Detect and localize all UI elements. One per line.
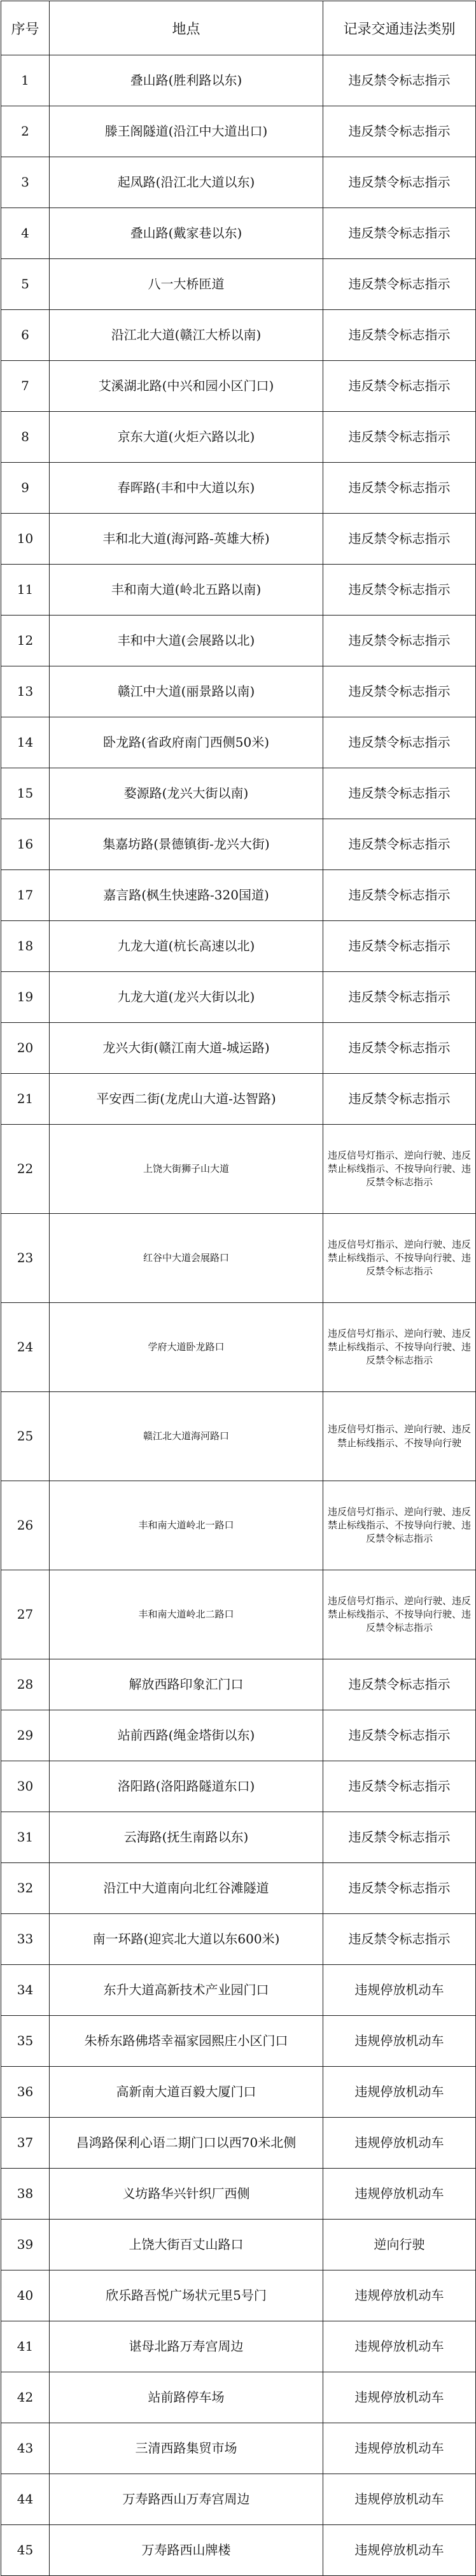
table-row	[1, 55, 476, 106]
table-row	[1, 717, 476, 768]
table-row	[1, 666, 476, 717]
table-row	[1, 412, 476, 463]
location-cell: 艾溪湖北路(中兴和园小区门口)	[50, 361, 323, 412]
location-cell: 叠山路(胜利路以东)	[50, 55, 323, 106]
violation-category-cell: 违反禁令标志指示	[323, 310, 476, 361]
table-row	[1, 972, 476, 1023]
table-row	[1, 1710, 476, 1761]
column-header-category: 记录交通违法类别	[323, 1, 476, 55]
violation-category-cell: 违反禁令标志指示	[323, 106, 476, 157]
violation-category-cell: 违规停放机动车	[323, 2169, 476, 2220]
table-row	[1, 1303, 476, 1392]
violation-category-cell: 违规停放机动车	[323, 2474, 476, 2525]
violation-category-cell: 违反禁令标志指示	[323, 157, 476, 208]
table-row	[1, 768, 476, 819]
row-number-cell: 13	[1, 666, 50, 717]
table-row	[1, 565, 476, 616]
row-number-cell: 35	[1, 2016, 50, 2067]
table-row	[1, 2372, 476, 2423]
table-row	[1, 1761, 476, 1812]
violation-category-cell: 违规停放机动车	[323, 2423, 476, 2474]
row-number-cell: 15	[1, 768, 50, 819]
violation-category-cell: 违反禁令标志指示	[323, 361, 476, 412]
table-row	[1, 921, 476, 972]
violation-category-cell: 违反禁令标志指示	[323, 819, 476, 870]
location-cell: 丰和中大道(会展路以北)	[50, 616, 323, 666]
violation-category-cell: 违反禁令标志指示	[323, 1914, 476, 1965]
table-row	[1, 1659, 476, 1710]
table-row	[1, 2270, 476, 2321]
violation-category-cell: 违规停放机动车	[323, 2016, 476, 2067]
table-row	[1, 361, 476, 412]
row-number-cell: 29	[1, 1710, 50, 1761]
violation-category-cell: 违反禁令标志指示	[323, 768, 476, 819]
violation-category-cell: 违规停放机动车	[323, 2525, 476, 2576]
row-number-cell: 34	[1, 1965, 50, 2016]
location-cell: 丰和北大道(海河路-英雄大桥)	[50, 514, 323, 565]
violation-category-cell: 违规停放机动车	[323, 2270, 476, 2321]
table-row	[1, 1812, 476, 1863]
location-cell: 起凤路(沿江北大道以东)	[50, 157, 323, 208]
row-number-cell: 22	[1, 1125, 50, 1214]
location-cell: 春晖路(丰和中大道以东)	[50, 463, 323, 514]
violation-category-cell: 违反禁令标志指示	[323, 412, 476, 463]
violation-category-cell: 违反禁令标志指示	[323, 1863, 476, 1914]
location-cell: 赣江中大道(丽景路以南)	[50, 666, 323, 717]
row-number-cell: 33	[1, 1914, 50, 1965]
row-number-cell: 42	[1, 2372, 50, 2423]
violation-category-cell: 违反禁令标志指示	[323, 55, 476, 106]
row-number-cell: 19	[1, 972, 50, 1023]
table-row	[1, 1863, 476, 1914]
row-number-cell: 9	[1, 463, 50, 514]
row-number-cell: 6	[1, 310, 50, 361]
row-number-cell: 8	[1, 412, 50, 463]
violation-category-cell: 逆向行驶	[323, 2220, 476, 2270]
table-row	[1, 208, 476, 259]
location-cell: 京东大道(火炬六路以北)	[50, 412, 323, 463]
row-number-cell: 36	[1, 2067, 50, 2118]
header-row	[1, 1, 476, 55]
row-number-cell: 5	[1, 259, 50, 310]
row-number-cell: 1	[1, 55, 50, 106]
row-number-cell: 24	[1, 1303, 50, 1392]
row-number-cell: 44	[1, 2474, 50, 2525]
violation-category-cell: 违反禁令标志指示	[323, 972, 476, 1023]
row-number-cell: 30	[1, 1761, 50, 1812]
row-number-cell: 23	[1, 1214, 50, 1303]
table-row	[1, 157, 476, 208]
violation-category-cell: 违反禁令标志指示	[323, 1710, 476, 1761]
violation-category-cell: 违规停放机动车	[323, 2321, 476, 2372]
location-cell: 赣江北大道海河路口	[50, 1392, 323, 1481]
table-row	[1, 106, 476, 157]
location-cell: 云海路(抚生南路以东)	[50, 1812, 323, 1863]
violation-category-cell: 违反禁令标志指示	[323, 259, 476, 310]
row-number-cell: 31	[1, 1812, 50, 1863]
location-cell: 平安西二街(龙虎山大道-达智路)	[50, 1074, 323, 1125]
row-number-cell: 16	[1, 819, 50, 870]
location-cell: 站前西路(绳金塔街以东)	[50, 1710, 323, 1761]
table-row	[1, 310, 476, 361]
table-row	[1, 2118, 476, 2169]
row-number-cell: 10	[1, 514, 50, 565]
row-number-cell: 41	[1, 2321, 50, 2372]
column-header-location: 地点	[50, 1, 323, 55]
table-row	[1, 819, 476, 870]
table-row	[1, 2016, 476, 2067]
location-cell: 八一大桥匝道	[50, 259, 323, 310]
row-number-cell: 37	[1, 2118, 50, 2169]
row-number-cell: 21	[1, 1074, 50, 1125]
violation-category-cell: 违反禁令标志指示	[323, 1074, 476, 1125]
violation-category-cell: 违规停放机动车	[323, 2067, 476, 2118]
location-cell: 上饶大街百丈山路口	[50, 2220, 323, 2270]
row-number-cell: 11	[1, 565, 50, 616]
location-cell: 滕王阁隧道(沿江中大道出口)	[50, 106, 323, 157]
violation-category-cell: 违反信号灯指示、逆向行驶、违反禁止标线指示、不按导向行驶	[323, 1392, 476, 1481]
row-number-cell: 25	[1, 1392, 50, 1481]
violation-category-cell: 违规停放机动车	[323, 2372, 476, 2423]
violation-category-cell: 违反信号灯指示、逆向行驶、违反禁止标线指示、不按导向行驶、违反禁令标志指示	[323, 1303, 476, 1392]
violation-category-cell: 违反禁令标志指示	[323, 1812, 476, 1863]
location-cell: 学府大道卧龙路口	[50, 1303, 323, 1392]
row-number-cell: 4	[1, 208, 50, 259]
location-cell: 三清西路集贸市场	[50, 2423, 323, 2474]
row-number-cell: 14	[1, 717, 50, 768]
row-number-cell: 43	[1, 2423, 50, 2474]
location-cell: 集嘉坊路(景德镇街-龙兴大街)	[50, 819, 323, 870]
location-cell: 九龙大道(龙兴大街以北)	[50, 972, 323, 1023]
row-number-cell: 40	[1, 2270, 50, 2321]
row-number-cell: 7	[1, 361, 50, 412]
violation-category-cell: 违反禁令标志指示	[323, 616, 476, 666]
table-row	[1, 1481, 476, 1570]
location-cell: 叠山路(戴家巷以东)	[50, 208, 323, 259]
table-row	[1, 616, 476, 666]
violation-category-cell: 违反禁令标志指示	[323, 666, 476, 717]
row-number-cell: 12	[1, 616, 50, 666]
table-row	[1, 2067, 476, 2118]
row-number-cell: 39	[1, 2220, 50, 2270]
location-cell: 万寿路西山万寿宫周边	[50, 2474, 323, 2525]
location-cell: 婺源路(龙兴大街以南)	[50, 768, 323, 819]
violation-location-table	[1, 1, 476, 2576]
location-cell: 洛阳路(洛阳路隧道东口)	[50, 1761, 323, 1812]
location-cell: 东升大道高新技术产业园门口	[50, 1965, 323, 2016]
table-row	[1, 2525, 476, 2576]
table-row	[1, 2474, 476, 2525]
row-number-cell: 18	[1, 921, 50, 972]
table-row	[1, 2423, 476, 2474]
row-number-cell: 20	[1, 1023, 50, 1074]
table-row	[1, 2169, 476, 2220]
table-row	[1, 1023, 476, 1074]
row-number-cell: 26	[1, 1481, 50, 1570]
violation-category-cell: 违反信号灯指示、逆向行驶、违反禁止标线指示、不按导向行驶、违反禁令标志指示	[323, 1570, 476, 1659]
table-row	[1, 1214, 476, 1303]
table-row	[1, 1965, 476, 2016]
location-cell: 义坊路华兴针织厂西侧	[50, 2169, 323, 2220]
violation-category-cell: 违反禁令标志指示	[323, 870, 476, 921]
row-number-cell: 2	[1, 106, 50, 157]
location-cell: 昌鸿路保利心语二期门口以西70米北侧	[50, 2118, 323, 2169]
violation-category-cell: 违反禁令标志指示	[323, 1761, 476, 1812]
violation-category-cell: 违规停放机动车	[323, 2118, 476, 2169]
location-cell: 沿江中大道南向北红谷滩隧道	[50, 1863, 323, 1914]
table-row	[1, 514, 476, 565]
row-number-cell: 45	[1, 2525, 50, 2576]
row-number-cell: 38	[1, 2169, 50, 2220]
table-row	[1, 259, 476, 310]
location-cell: 丰和南大道岭北一路口	[50, 1481, 323, 1570]
location-cell: 沿江北大道(赣江大桥以南)	[50, 310, 323, 361]
location-cell: 万寿路西山牌楼	[50, 2525, 323, 2576]
violation-category-cell: 违反禁令标志指示	[323, 1023, 476, 1074]
location-cell: 朱桥东路佛塔幸福家园熙庄小区门口	[50, 2016, 323, 2067]
row-number-cell: 3	[1, 157, 50, 208]
column-header-number: 序号	[1, 1, 50, 55]
violation-category-cell: 违反信号灯指示、逆向行驶、违反禁止标线指示、不按导向行驶、违反禁令标志指示	[323, 1481, 476, 1570]
violation-category-cell: 违反信号灯指示、逆向行驶、违反禁止标线指示、不按导向行驶、违反禁令标志指示	[323, 1125, 476, 1214]
location-cell: 欣乐路吾悦广场状元里5号门	[50, 2270, 323, 2321]
table-row	[1, 2321, 476, 2372]
row-number-cell: 28	[1, 1659, 50, 1710]
location-cell: 南一环路(迎宾北大道以东600米)	[50, 1914, 323, 1965]
table-row	[1, 2220, 476, 2270]
table-row	[1, 1914, 476, 1965]
location-cell: 九龙大道(杭长高速以北)	[50, 921, 323, 972]
violation-category-cell: 违反禁令标志指示	[323, 208, 476, 259]
table-row	[1, 1125, 476, 1214]
violation-category-cell: 违反禁令标志指示	[323, 717, 476, 768]
violation-category-cell: 违反禁令标志指示	[323, 565, 476, 616]
location-cell: 卧龙路(省政府南门西侧50米)	[50, 717, 323, 768]
location-cell: 高新南大道百毅大厦门口	[50, 2067, 323, 2118]
table-row	[1, 463, 476, 514]
violation-category-cell: 违反禁令标志指示	[323, 514, 476, 565]
table-row	[1, 1074, 476, 1125]
location-cell: 上饶大街狮子山大道	[50, 1125, 323, 1214]
row-number-cell: 27	[1, 1570, 50, 1659]
row-number-cell: 32	[1, 1863, 50, 1914]
location-cell: 龙兴大街(赣江南大道-城运路)	[50, 1023, 323, 1074]
table-row	[1, 1392, 476, 1481]
row-number-cell: 17	[1, 870, 50, 921]
violation-category-cell: 违规停放机动车	[323, 1965, 476, 2016]
location-cell: 丰和南大道岭北二路口	[50, 1570, 323, 1659]
location-cell: 丰和南大道(岭北五路以南)	[50, 565, 323, 616]
violation-category-cell: 违反禁令标志指示	[323, 463, 476, 514]
table-row	[1, 1570, 476, 1659]
violation-category-cell: 违反禁令标志指示	[323, 921, 476, 972]
violation-category-cell: 违反信号灯指示、逆向行驶、违反禁止标线指示、不按导向行驶、违反禁令标志指示	[323, 1214, 476, 1303]
location-cell: 站前路停车场	[50, 2372, 323, 2423]
violation-category-cell: 违反禁令标志指示	[323, 1659, 476, 1710]
location-cell: 解放西路印象汇门口	[50, 1659, 323, 1710]
table-row	[1, 870, 476, 921]
location-cell: 红谷中大道会展路口	[50, 1214, 323, 1303]
location-cell: 谌母北路万寿宫周边	[50, 2321, 323, 2372]
location-cell: 嘉言路(枫生快速路-320国道)	[50, 870, 323, 921]
